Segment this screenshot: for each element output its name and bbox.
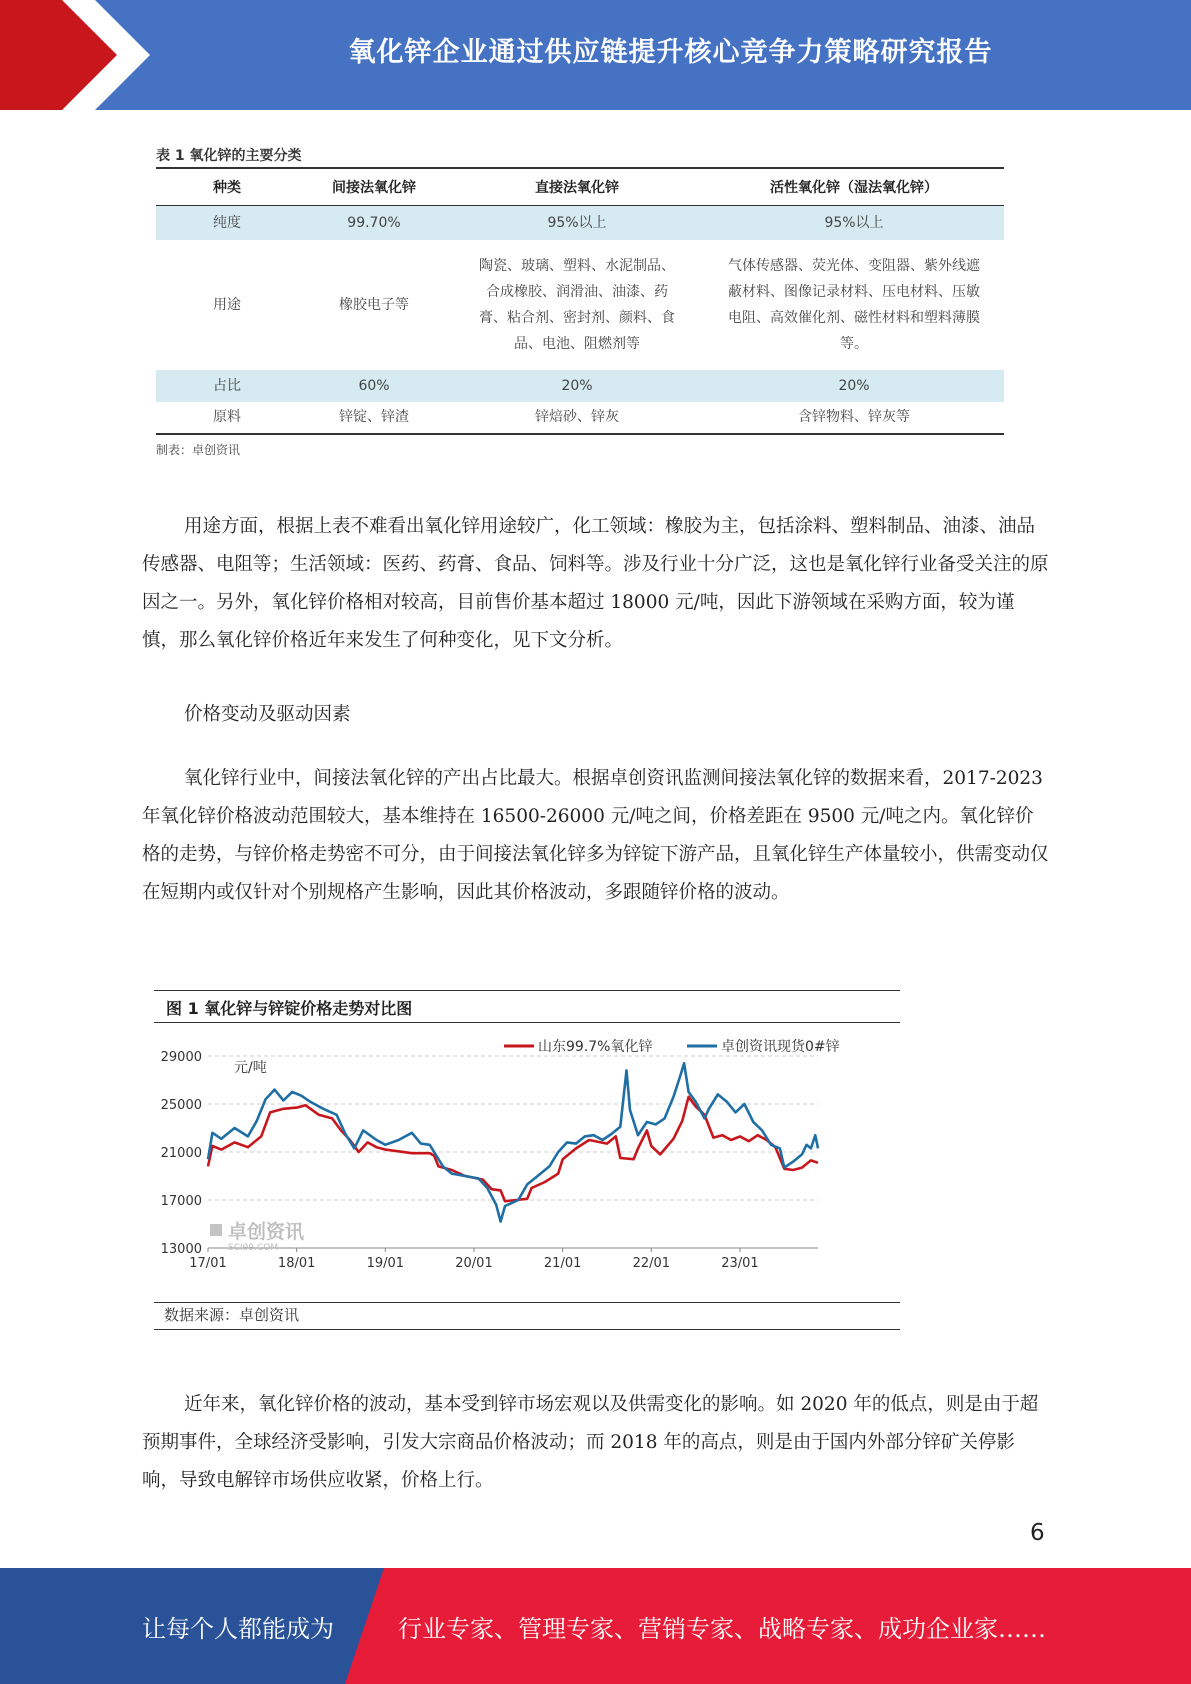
watermark-subtext: SCI99.COM [228,1243,279,1253]
table-cell: 气体传感器、荧光体、变阻器、紫外线遮蔽材料、图像记录材料、压电材料、压敏电阻、高效催化剂、磁性材料和塑料薄膜等。 [728,257,980,352]
table-cell: 原料 [213,409,241,425]
x-tick-label: 21/01 [543,1256,582,1271]
table-cell: 99.70% [298,206,450,240]
table-cell: 锌锭、锌渣 [339,409,409,425]
table-cell: 95%以上 [704,206,1004,240]
y-tick-label: 13000 [160,1242,202,1257]
y-tick-label: 29000 [160,1050,202,1065]
x-tick-label: 19/01 [366,1256,405,1271]
header-title: 氧化锌企业通过供应链提升核心竞争力策略研究报告 [348,36,993,68]
figure-source: 数据来源：卓创资讯 [164,1306,300,1324]
y-tick-label: 21000 [160,1146,202,1161]
table-cell: 陶瓷、玻璃、塑料、水泥制品、合成橡胶、润滑油、油漆、药膏、粘合剂、密封剂、颜料、食品、电池、阻燃剂等 [479,257,675,352]
x-tick-label: 18/01 [277,1256,316,1271]
table-header-cell: 种类 [213,180,241,196]
page-number: 6 [1030,1520,1045,1546]
table-caption: 表 1 氧化锌的主要分类 [156,148,302,164]
subheading-price-drivers: 价格变动及驱动因素 [184,704,351,725]
table-cell: 20% [450,370,704,402]
watermark-text: 卓创资讯 [228,1221,305,1243]
paragraph-price-analysis: 氧化锌行业中，间接法氧化锌的产出占比最大。根据卓创资讯监测间接法氧化锌的数据来看，2017-2023 年氧化锌价格波动范围较大，基本维持在 16500-26000 元/吨之间，价格差距在 9500 元/吨之内。氧化锌价格的走势，与锌价格走势密不可分，由于间接法氧化锌多为锌锭下游产品，且氧化锌生产体量较小，供需变动仅在短期内或仅针对个别规格产生影响，因此其价格波动，多跟随锌价格的波动。 [142,768,1049,903]
x-tick-label: 20/01 [455,1256,493,1271]
figure-top-rule [154,990,900,991]
classification-table [156,167,1004,435]
classification-table-block [156,145,1004,458]
series-line-zinc-oxide [208,1097,818,1201]
table-source: 制表：卓创资讯 [156,442,241,457]
watermark-logo-icon [210,1224,222,1236]
table-cell: 95%以上 [450,206,704,240]
x-tick-label: 22/01 [632,1256,671,1271]
x-tick-label: 23/01 [721,1256,759,1271]
table-cell: 20% [704,370,1004,402]
table-cell: 纯度 [156,206,298,240]
y-axis-label: 元/吨 [234,1060,267,1076]
header-banner [0,0,1191,110]
table-header-cell: 间接法氧化锌 [332,180,416,196]
footer-slogan-left: 让每个人都能成为 [142,1614,334,1643]
figure-end-rule [154,1329,900,1330]
x-tick-label: 17/01 [189,1256,227,1271]
paragraph-usage: 用途方面，根据上表不难看出氧化锌用途较广，化工领域：橡胶为主，包括涂料、塑料制品、油漆、油品传感器、电阻等；生活领域：医药、药膏、食品、饲料等。涉及行业十分广泛，这也是氧化锌行业备受关注的原因之一。另外，氧化锌价格相对较高，目前售价基本超过 18000 元/吨，因此下游领域在采购方面，较为谨慎，那么氧化锌价格近年来发生了何种变化，见下文分析。 [142,516,1049,651]
table-cell: 锌焙砂、锌灰 [535,409,619,425]
y-tick-label: 17000 [160,1194,202,1209]
table-row [156,240,1004,370]
table-cell: 60% [298,370,450,402]
paragraph-recent-fluctuations: 近年来，氧化锌价格的波动，基本受到锌市场宏观以及供需变化的影响。如 2020 年的低点，则是由于超预期事件，全球经济受影响，引发大宗商品价格波动；而 2018 年的高点，则是由于国内外部分锌矿关停影响，导致电解锌市场供应收紧，价格上行。 [142,1394,1039,1491]
footer-banner [0,1568,1191,1684]
footer-slogan-right: 行业专家、管理专家、营销专家、战略专家、成功企业家…… [398,1614,1046,1643]
figure-title: 图 1 氧化锌与锌锭价格走势对比图 [166,999,413,1018]
table-header-row [156,168,1004,206]
table-row [156,402,1004,434]
table-cell: 用途 [213,296,241,313]
series-line-zinc-ingot [208,1063,818,1221]
figure-title-rule [154,1022,900,1023]
price-chart-figure [154,990,900,1332]
price-line-chart [154,1024,900,1300]
legend-label: 山东99.7%氧化锌 [538,1039,653,1055]
table-header-cell: 活性氧化锌（湿法氧化锌） [770,180,938,196]
figure-bottom-rule [154,1302,900,1303]
table-row [156,370,1004,402]
legend-label: 卓创资讯现货0#锌 [721,1039,840,1055]
table-cell: 占比 [156,370,298,402]
y-tick-label: 25000 [160,1098,202,1113]
table-cell: 橡胶电子等 [339,296,409,313]
table-row [156,206,1004,240]
table-header-cell: 直接法氧化锌 [535,180,619,196]
table-cell: 含锌物料、锌灰等 [798,409,910,425]
